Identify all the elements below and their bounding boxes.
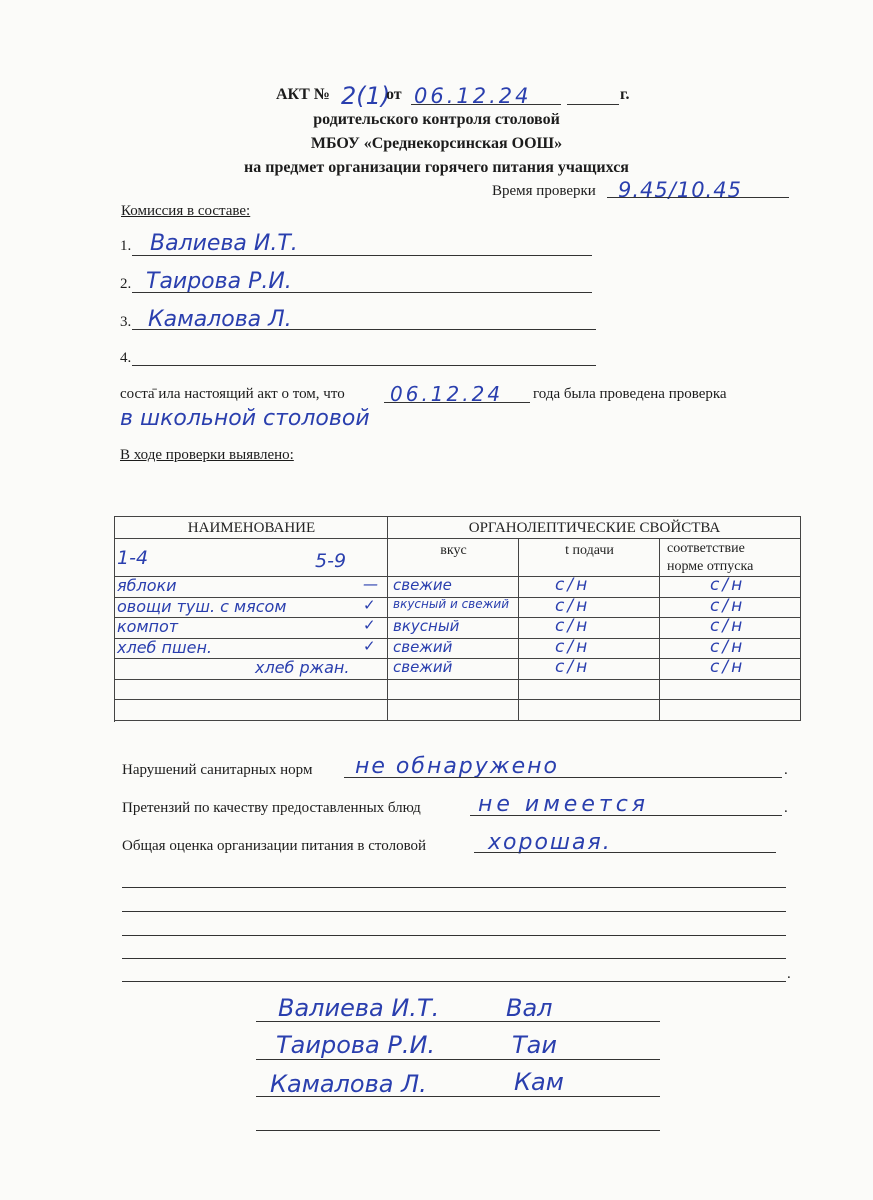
row-4-name: хлеб пшен. (117, 637, 212, 657)
signature-4-line (256, 1130, 660, 1131)
overall-value: хорошая. (488, 830, 612, 855)
check-time-value: 9.45/10.45 (618, 178, 742, 202)
signature-3-sign: Кам (514, 1068, 564, 1096)
row-2-taste: вкусный и свежий (393, 596, 510, 611)
row-2-temp: с/н (555, 595, 591, 616)
commission-label: Комиссия в составе: (121, 203, 251, 219)
row-4-norm: с/н (710, 636, 746, 657)
signature-2-line (256, 1059, 660, 1060)
claims-dot: . (784, 800, 788, 816)
blank-line-3 (122, 935, 786, 936)
findings-table (114, 516, 801, 722)
col-props-header: ОРГАНОЛЕПТИЧЕСКИЕ СВОЙСТВА (468, 520, 721, 536)
act-date-line (411, 104, 561, 105)
statement-suffix: года была проведена проверка (533, 386, 727, 402)
act-date: 06.12.24 (414, 84, 532, 108)
row-3-taste: вкусный (393, 617, 460, 635)
sub-temp: t подачи (565, 543, 614, 558)
member-1-line (132, 255, 592, 256)
violations-value: не обнаружено (355, 754, 559, 779)
col-name-header: НАИМЕНОВАНИЕ (187, 520, 316, 536)
claims-line (470, 815, 782, 816)
signature-2-sign: Таи (512, 1031, 557, 1059)
row-1-mark: — (363, 575, 378, 593)
signature-1-name: Валиева И.Т. (278, 994, 440, 1022)
table-cell-taste (388, 680, 519, 701)
member-3-num: 3. (120, 314, 132, 330)
overall-line (474, 852, 776, 853)
violations-dot: . (784, 762, 788, 778)
signature-2-name: Таирова Р.И. (276, 1031, 436, 1059)
row-3-name: компот (117, 617, 179, 636)
member-2-line (132, 292, 592, 293)
row-4-taste: свежий (393, 637, 453, 656)
act-prefix: АКТ № (276, 86, 330, 103)
claims-value: не имеется (478, 792, 650, 817)
table-cell-name (115, 680, 388, 701)
signature-1-line (256, 1021, 660, 1022)
member-4-line (132, 365, 596, 366)
check-time-line (607, 197, 789, 198)
header-line-2: родительского контроля столовой (313, 111, 560, 128)
grades-cell (115, 539, 388, 577)
member-1-num: 1. (120, 238, 132, 254)
statement-date: 06.12.24 (390, 382, 504, 406)
header-line-4: на предмет организации горячего питания учащихся (244, 159, 629, 176)
row-2-norm: с/н (710, 595, 746, 616)
sub-norm-line2: норме отпуска (667, 559, 754, 574)
member-4-num: 4. (120, 350, 132, 366)
statement-date-line (384, 402, 530, 403)
row-3-norm: с/н (710, 616, 746, 636)
act-year-line (567, 104, 619, 105)
row-1-name: яблоки (117, 576, 177, 595)
row-1-norm: с/н (710, 575, 746, 595)
table-cell-temp (519, 700, 660, 721)
signature-1-sign: Вал (506, 994, 553, 1022)
row-4-mark: ✓ (363, 636, 376, 655)
sub-taste: вкус (440, 543, 467, 558)
check-time-label: Время проверки (492, 183, 596, 199)
blank-line-4 (122, 958, 786, 959)
blank-line-1 (122, 887, 786, 888)
signature-3-name: Камалова Л. (270, 1070, 427, 1098)
table-cell-norm (660, 680, 801, 701)
row-2-name: овощи туш. с мясом (117, 596, 287, 616)
row-3-mark: ✓ (363, 616, 376, 634)
member-3-line (132, 329, 596, 330)
violations-label: Нарушений санитарных норм (122, 762, 313, 778)
grade-5-9: 5-9 (315, 550, 347, 572)
row-4-temp: с/н (555, 636, 591, 657)
row-1-temp: с/н (555, 575, 591, 595)
member-1-name: Валиева И.Т. (150, 231, 298, 256)
member-2-num: 2. (120, 276, 132, 292)
header-line-3: МБОУ «Среднекорсинская ООШ» (310, 135, 563, 152)
blank-dot: . (787, 966, 791, 982)
overall-label: Общая оценка организации питания в столовой (122, 838, 427, 854)
row-1-taste: свежие (393, 576, 452, 594)
row-5-norm: с/н (710, 657, 746, 677)
table-cell-name (115, 700, 388, 721)
claims-label: Претензий по качеству предоставленных блюд (122, 800, 421, 816)
row-2-mark: ✓ (363, 595, 376, 614)
signature-3-line (256, 1096, 660, 1097)
row-3-temp: с/н (555, 616, 591, 636)
table-cell-norm (660, 700, 801, 721)
act-from-word: от (386, 86, 402, 103)
blank-line-2 (122, 911, 786, 912)
sub-norm-line1: соответствие (667, 541, 745, 556)
violations-line (344, 777, 782, 778)
statement-place: в школьной столовой (120, 406, 370, 431)
blank-line-5 (122, 981, 786, 982)
act-number: 2(1) (341, 82, 391, 110)
member-3-name: Камалова Л. (148, 307, 292, 332)
member-2-name: Таирова Р.И. (146, 269, 292, 294)
row-5-temp: с/н (555, 657, 591, 677)
statement-prefix: соста̄ ила настоящий акт о том, что (120, 386, 345, 402)
table-cell-temp (519, 680, 660, 701)
table-cell-taste (388, 700, 519, 721)
row-5-taste: свежий (393, 658, 453, 676)
findings-label: В ходе проверки выявлено: (120, 447, 294, 463)
act-year-suffix: г. (620, 86, 630, 103)
row-5-name: хлеб ржан. (255, 658, 350, 677)
grade-1-4: 1-4 (117, 547, 149, 569)
